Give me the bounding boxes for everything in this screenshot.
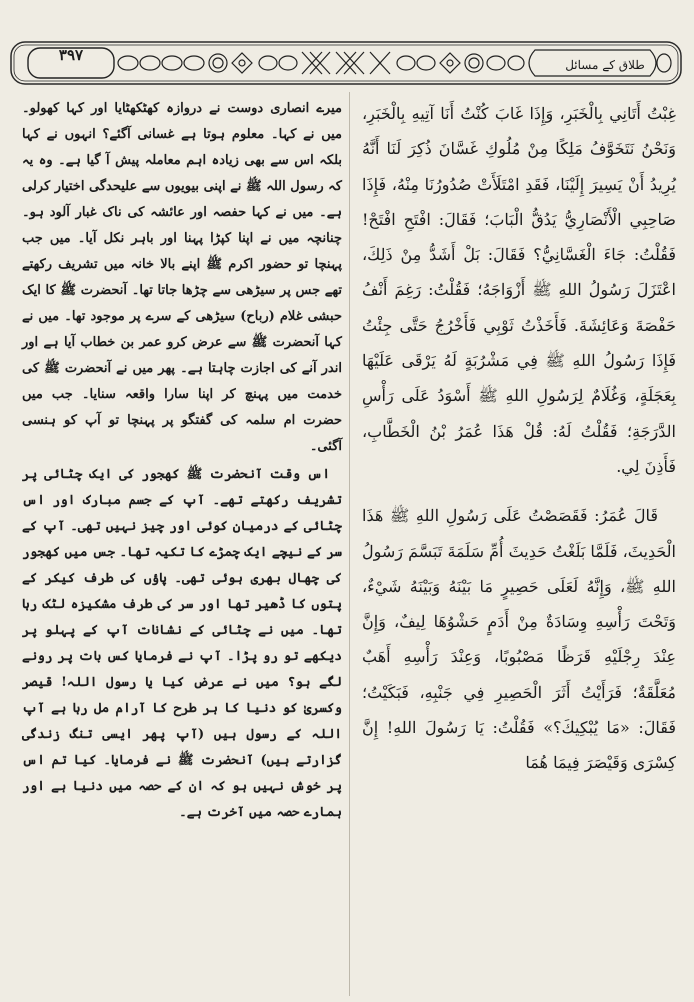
arabic-text-column <box>362 96 676 781</box>
column-divider <box>349 92 350 996</box>
urdu-translation-column <box>22 96 342 826</box>
urdu-paragraph-1: میرے انصاری دوست نے دروازہ کھٹکھٹایا اور کہا کھولو۔ میں نے کہا۔ معلوم ہوتا ہے غسانی آگئے؟ انہوں نے کہا بلکہ اس سے بھی زیادہ اہم معاملہ پیش آ گیا ہے۔ وہ یہ کہ رسول اللہ ﷺ نے اپنی بیویوں سے علیحدگی اختیار کرلی ہے۔ میں نے کہا حفصہ اور عائشہ کی ناک غبار آلود ہو۔ چنانچہ میں نے اپنا کپڑا پہنا اور باہر نکل آیا۔ میں جب پہنچا تو حضور اکرم ﷺ اپنے بالا خانہ میں تشریف رکھتے تھے جس پر سیڑھی سے چڑھا جاتا تھا۔ آنحضرت ﷺ کا ایک حبشی غلام (رباح) سیڑھی کے سرے پر موجود تھا۔ میں نے کہا آنحضرت ﷺ سے عرض کرو عمر بن خطاب آیا ہے اور اندر آنے کی اجازت چاہتا ہے۔ پھر میں نے آنحضرت ﷺ کی خدمت میں پہنچ کر اپنا سارا واقعہ سنایا۔ جب میں حضرت ام سلمہ کی گفتگو پر پہنچا تو آپ کو ہنسی آگئی۔ <box>22 101 342 454</box>
running-title: طلاق کے مسائل <box>565 58 645 72</box>
page-header <box>10 40 682 88</box>
arabic-paragraph-2: قَالَ عُمَرُ: فَقَصَصْتُ عَلَى رَسُولِ اللهِ ﷺ هَذَا الْحَدِيثَ، فَلَمَّا بَلَغْتُ حَدِيثَ أُمِّ سَلَمَةَ تَبَسَّمَ رَسُولُ اللهِ ﷺ، وَإِنَّهُ لَعَلَى حَصِيرٍ مَا بَيْنَهُ وَبَيْنَهُ شَيْءٌ، وَتَحْتَ رَأْسِهِ وِسَادَةٌ مِنْ أَدَمٍ حَشْوُهَا لِيفٌ، وَإِنَّ عِنْدَ رِجْلَيْهِ قَرَظًا مَصْبُوبًا، وَعِنْدَ رَأْسِهِ أَهَبٌ مُعَلَّقَةٌ؛ فَرَأَيْتُ أَثَرَ الْحَصِيرِ فِي جَنْبِهِ، فَبَكَيْتُ؛ فَقَالَ: «مَا يُبْكِيكَ؟» فَقُلْتُ: يَا رَسُولَ اللهِ! إِنَّ كِسْرَى وَقَيْصَرَ فِيمَا هُمَا <box>362 506 676 773</box>
urdu-paragraph-2: اس وقت آنحضرت ﷺ کھجور کی ایک چٹائی پر تشریف رکھتے تھے۔ آپ کے جسم مبارک اور اس چٹائی کے درمیان کوئی اور چیز نہیں تھی۔ آپ کے سر کے نیچے ایک چمڑے کا تکیہ تھا۔ جس میں کھجور کی چھال بھری ہوئی تھی۔ پاؤں کی طرف کیکر کے پتوں کا ڈھیر تھا اور سر کی طرف مشکیزہ لٹک رہا تھا۔ میں نے چٹائی کے نشانات آپ کے پہلو پر دیکھے تو رو پڑا۔ آپ نے فرمایا کس بات پر رونے لگے ہو؟ میں نے عرض کیا یا رسول اللہ! قیصر وکسریٰ کو دنیا کا ہر طرح کا آرام مل رہا ہے آپ اللہ کے رسول ہیں (آپ پھر ایسی تنگ زندگی گزارتے ہیں) آنحضرت ﷺ نے فرمایا۔ کیا تم اس پر خوش نہیں ہو کہ ان کے حصہ میں دنیا ہے اور ہمارے حصہ میں آخرت ہے۔ <box>22 467 342 820</box>
page-number: ٣٩٧ <box>58 46 84 64</box>
arabic-paragraph-1: غِبْتُ أَتَانِي بِالْخَبَرِ، وَإِذَا غَابَ كُنْتُ أَنَا آتِيهِ بِالْخَبَرِ، وَنَحْنُ نَتَخَوَّفُ مَلِكًا مِنْ مُلُوكِ غَسَّانَ ذُكِرَ لَنَا أَنَّهُ يُرِيدُ أَنْ يَسِيرَ إِلَيْنَا، فَقَدِ امْتَلَأَتْ صُدُورُنَا مِنْهُ، فَإِذَا صَاحِبِي الْأَنْصَارِيُّ يَدُقُّ الْبَابَ؛ فَقَالَ: افْتَحِ افْتَحْ! فَقُلْتُ: جَاءَ الْغَسَّانِيُّ؟ فَقَالَ: بَلْ أَشَدُّ مِنْ ذَلِكَ، اعْتَزَلَ رَسُولُ اللهِ ﷺ أَزْوَاجَهُ؛ فَقُلْتُ: رَغِمَ أَنْفُ حَفْصَةَ وَعَائِشَةَ. فَأَخَذْتُ ثَوْبِي فَأَخْرُجُ حَتَّى جِئْتُ فَإِذَا رَسُولُ اللهِ ﷺ فِي مَشْرُبَةٍ لَهُ يَرْقَى عَلَيْهَا بِعَجَلَةٍ، وَغُلَامٌ لِرَسُولِ اللهِ ﷺ أَسْوَدُ عَلَى رَأْسِ الدَّرَجَةِ؛ فَقُلْتُ لَهُ: قُلْ هَذَا عُمَرُ بْنُ الْخَطَّابِ، فَأَذِنَ لِي. <box>362 104 676 476</box>
